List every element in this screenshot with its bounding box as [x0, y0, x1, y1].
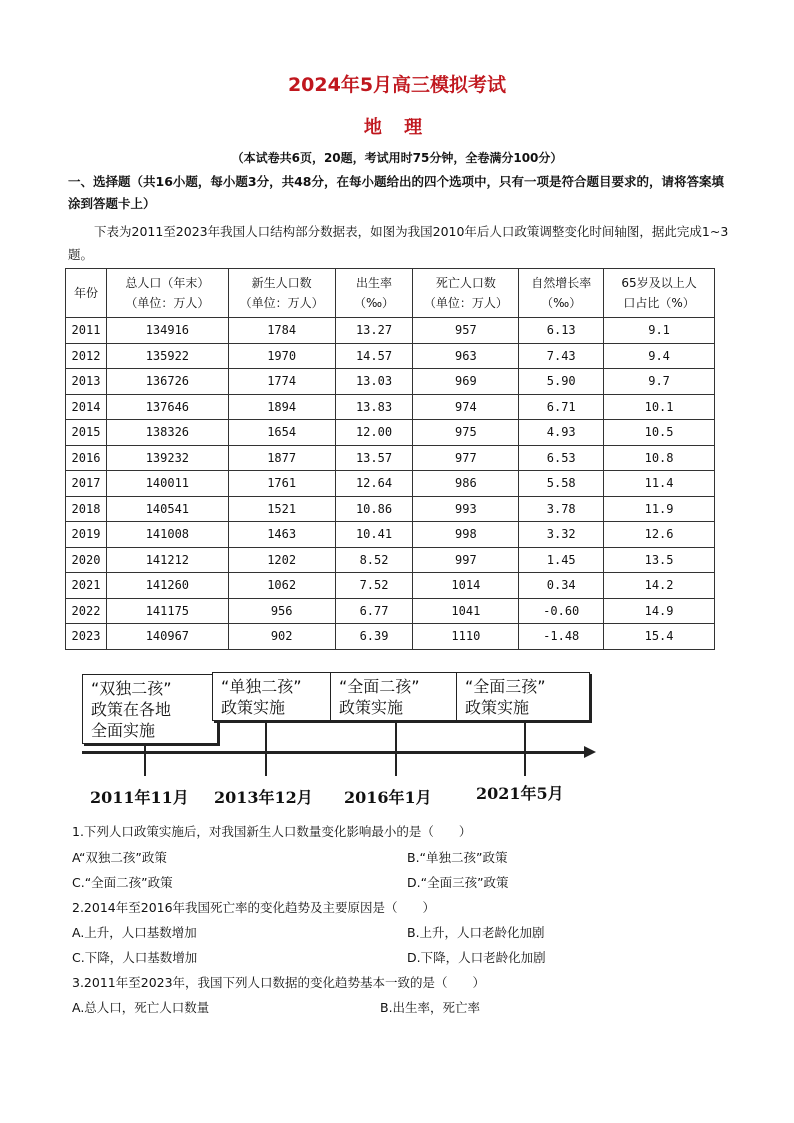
- timeline-date: 2021年5月: [476, 784, 564, 803]
- timeline-arrowhead: [584, 746, 596, 758]
- timeline-tick: [144, 746, 146, 776]
- cell-deaths: 1041: [413, 598, 519, 624]
- question-1-option-c[interactable]: C.“全面二孩”政策: [72, 875, 173, 890]
- cell-birth-rate: 13.03: [335, 369, 413, 395]
- cell-total-population: 140967: [106, 624, 228, 650]
- cell-birth-rate: 10.41: [335, 522, 413, 548]
- timeline-date: 2016年1月: [344, 788, 432, 807]
- policy-timeline: [60, 665, 600, 815]
- section-heading: 一、选择题（共16小题，每小题3分，共48分，在每小题给出的四个选项中，只有一项是符合题目要求的，请将答案填涂到答题卡上）: [68, 174, 724, 211]
- table-row: [66, 420, 715, 446]
- table-row: [66, 573, 715, 599]
- cell-deaths: 977: [413, 445, 519, 471]
- cell-total-population: 141008: [106, 522, 228, 548]
- cell-total-population: 139232: [106, 445, 228, 471]
- cell-newborns: 1761: [228, 471, 335, 497]
- cell-deaths: 974: [413, 394, 519, 420]
- cell-year: 2011: [66, 318, 107, 344]
- cell-natural-growth: 3.78: [519, 496, 604, 522]
- timeline-event-text: “全面三孩”: [465, 677, 546, 696]
- cell-birth-rate: 13.83: [335, 394, 413, 420]
- timeline-tick: [265, 722, 267, 776]
- table-row: [66, 369, 715, 395]
- cell-aged-65-share: 13.5: [604, 547, 715, 573]
- question-1-option-b[interactable]: B.“单独二孩”政策: [407, 850, 508, 865]
- cell-year: 2013: [66, 369, 107, 395]
- question-2-option-b[interactable]: B.上升，人口老龄化加剧: [407, 925, 545, 940]
- table-row: [66, 318, 715, 344]
- question-1-option-a[interactable]: A“双独二孩”政策: [72, 850, 167, 865]
- header-year: 年份: [66, 269, 107, 318]
- question-2-option-a[interactable]: A.上升，人口基数增加: [72, 925, 197, 940]
- timeline-event-text: “单独二孩”: [221, 677, 302, 696]
- cell-natural-growth: 7.43: [519, 343, 604, 369]
- cell-year: 2017: [66, 471, 107, 497]
- cell-aged-65-share: 9.1: [604, 318, 715, 344]
- cell-newborns: 1970: [228, 343, 335, 369]
- cell-natural-growth: 0.34: [519, 573, 604, 599]
- question-2-option-d[interactable]: D.下降，人口老龄化加剧: [407, 950, 546, 965]
- timeline-tick: [524, 722, 526, 776]
- header-newborns: 新生人口数 （单位：万人）: [228, 269, 335, 318]
- cell-natural-growth: 3.32: [519, 522, 604, 548]
- table-row: [66, 624, 715, 650]
- question-3-option-a[interactable]: A.总人口，死亡人口数量: [72, 1000, 210, 1015]
- exam-subject: 地 理: [363, 117, 431, 138]
- population-data-table: [65, 268, 715, 650]
- timeline-date: 2011年11月: [90, 788, 189, 807]
- timeline-event-text: “双独二孩”: [91, 679, 172, 698]
- question-intro: 下表为2011至2023年我国人口结构部分数据表，如图为我国2010年后人口政策调整变化时间轴图，据此完成1~3题。: [68, 224, 729, 262]
- cell-natural-growth: -1.48: [519, 624, 604, 650]
- table-row: [66, 394, 715, 420]
- table-row: [66, 547, 715, 573]
- cell-birth-rate: 6.77: [335, 598, 413, 624]
- cell-newborns: 1463: [228, 522, 335, 548]
- cell-aged-65-share: 12.6: [604, 522, 715, 548]
- cell-year: 2022: [66, 598, 107, 624]
- cell-aged-65-share: 10.8: [604, 445, 715, 471]
- cell-newborns: 1521: [228, 496, 335, 522]
- cell-natural-growth: 6.13: [519, 318, 604, 344]
- cell-year: 2016: [66, 445, 107, 471]
- cell-year: 2018: [66, 496, 107, 522]
- cell-birth-rate: 12.00: [335, 420, 413, 446]
- header-natural-growth: 自然增长率 （‰）: [519, 269, 604, 318]
- question-1-stem: 1.下列人口政策实施后，对我国新生人口数量变化影响最小的是（ ）: [72, 824, 472, 839]
- cell-natural-growth: 5.90: [519, 369, 604, 395]
- cell-newborns: 1654: [228, 420, 335, 446]
- cell-deaths: 969: [413, 369, 519, 395]
- cell-natural-growth: -0.60: [519, 598, 604, 624]
- table-row: [66, 471, 715, 497]
- header-aged-65-share: 65岁及以上人 口占比（%）: [604, 269, 715, 318]
- cell-year: 2023: [66, 624, 107, 650]
- cell-total-population: 140541: [106, 496, 228, 522]
- cell-total-population: 136726: [106, 369, 228, 395]
- timeline-event-text: “全面二孩”: [339, 677, 420, 696]
- cell-deaths: 975: [413, 420, 519, 446]
- timeline-event-box: [456, 672, 590, 721]
- exam-title: 2024年5月高三模拟考试: [287, 74, 507, 96]
- cell-natural-growth: 5.58: [519, 471, 604, 497]
- cell-deaths: 1110: [413, 624, 519, 650]
- question-2-stem: 2.2014年至2016年我国死亡率的变化趋势及主要原因是（ ）: [72, 900, 436, 915]
- cell-newborns: 956: [228, 598, 335, 624]
- cell-total-population: 135922: [106, 343, 228, 369]
- cell-aged-65-share: 14.9: [604, 598, 715, 624]
- cell-aged-65-share: 11.9: [604, 496, 715, 522]
- cell-aged-65-share: 9.7: [604, 369, 715, 395]
- timeline-event-text: 政策实施: [339, 698, 404, 717]
- cell-newborns: 1877: [228, 445, 335, 471]
- timeline-event-text: 全面实施: [91, 721, 156, 740]
- cell-year: 2021: [66, 573, 107, 599]
- cell-deaths: 957: [413, 318, 519, 344]
- timeline-event-text: 政策实施: [465, 698, 530, 717]
- cell-deaths: 998: [413, 522, 519, 548]
- cell-deaths: 1014: [413, 573, 519, 599]
- cell-birth-rate: 13.27: [335, 318, 413, 344]
- header-total-population: 总人口（年末） （单位：万人）: [106, 269, 228, 318]
- cell-aged-65-share: 11.4: [604, 471, 715, 497]
- cell-birth-rate: 8.52: [335, 547, 413, 573]
- cell-birth-rate: 14.57: [335, 343, 413, 369]
- table-row: [66, 598, 715, 624]
- cell-newborns: 902: [228, 624, 335, 650]
- cell-newborns: 1784: [228, 318, 335, 344]
- table-row: [66, 445, 715, 471]
- cell-deaths: 993: [413, 496, 519, 522]
- header-deaths: 死亡人口数 （单位：万人）: [413, 269, 519, 318]
- cell-birth-rate: 6.39: [335, 624, 413, 650]
- cell-birth-rate: 10.86: [335, 496, 413, 522]
- cell-natural-growth: 4.93: [519, 420, 604, 446]
- cell-natural-growth: 6.53: [519, 445, 604, 471]
- cell-year: 2019: [66, 522, 107, 548]
- cell-total-population: 141212: [106, 547, 228, 573]
- cell-birth-rate: 7.52: [335, 573, 413, 599]
- cell-year: 2014: [66, 394, 107, 420]
- question-1-option-d[interactable]: D.“全面三孩”政策: [407, 875, 509, 890]
- cell-aged-65-share: 15.4: [604, 624, 715, 650]
- timeline-tick: [395, 722, 397, 776]
- cell-total-population: 137646: [106, 394, 228, 420]
- exam-note: （本试卷共6页，20题，考试用时75分钟，全卷满分100分）: [231, 151, 563, 165]
- cell-newborns: 1774: [228, 369, 335, 395]
- cell-aged-65-share: 14.2: [604, 573, 715, 599]
- cell-newborns: 1062: [228, 573, 335, 599]
- cell-year: 2012: [66, 343, 107, 369]
- timeline-event-text: 政策实施: [221, 698, 286, 717]
- cell-total-population: 141175: [106, 598, 228, 624]
- cell-newborns: 1202: [228, 547, 335, 573]
- cell-total-population: 141260: [106, 573, 228, 599]
- cell-total-population: 138326: [106, 420, 228, 446]
- cell-year: 2020: [66, 547, 107, 573]
- timeline-axis: [82, 751, 590, 754]
- cell-total-population: 134916: [106, 318, 228, 344]
- cell-year: 2015: [66, 420, 107, 446]
- timeline-event-box: [212, 672, 333, 721]
- timeline-event-box: [330, 672, 460, 721]
- cell-newborns: 1894: [228, 394, 335, 420]
- cell-aged-65-share: 10.5: [604, 420, 715, 446]
- cell-total-population: 140011: [106, 471, 228, 497]
- question-2-option-c[interactable]: C.下降，人口基数增加: [72, 950, 198, 965]
- timeline-event-box: [82, 674, 218, 744]
- cell-deaths: 963: [413, 343, 519, 369]
- cell-deaths: 986: [413, 471, 519, 497]
- cell-birth-rate: 12.64: [335, 471, 413, 497]
- question-3-option-b[interactable]: B.出生率，死亡率: [380, 1000, 481, 1015]
- cell-aged-65-share: 10.1: [604, 394, 715, 420]
- timeline-date: 2013年12月: [214, 788, 313, 807]
- table-row: [66, 496, 715, 522]
- header-birth-rate: 出生率 （‰）: [335, 269, 413, 318]
- cell-deaths: 997: [413, 547, 519, 573]
- question-3-stem: 3.2011年至2023年，我国下列人口数据的变化趋势基本一致的是（ ）: [72, 975, 486, 990]
- cell-natural-growth: 1.45: [519, 547, 604, 573]
- cell-birth-rate: 13.57: [335, 445, 413, 471]
- table-header-row: [66, 269, 715, 318]
- cell-aged-65-share: 9.4: [604, 343, 715, 369]
- cell-natural-growth: 6.71: [519, 394, 604, 420]
- table-row: [66, 343, 715, 369]
- table-row: [66, 522, 715, 548]
- timeline-event-text: 政策在各地: [91, 700, 172, 719]
